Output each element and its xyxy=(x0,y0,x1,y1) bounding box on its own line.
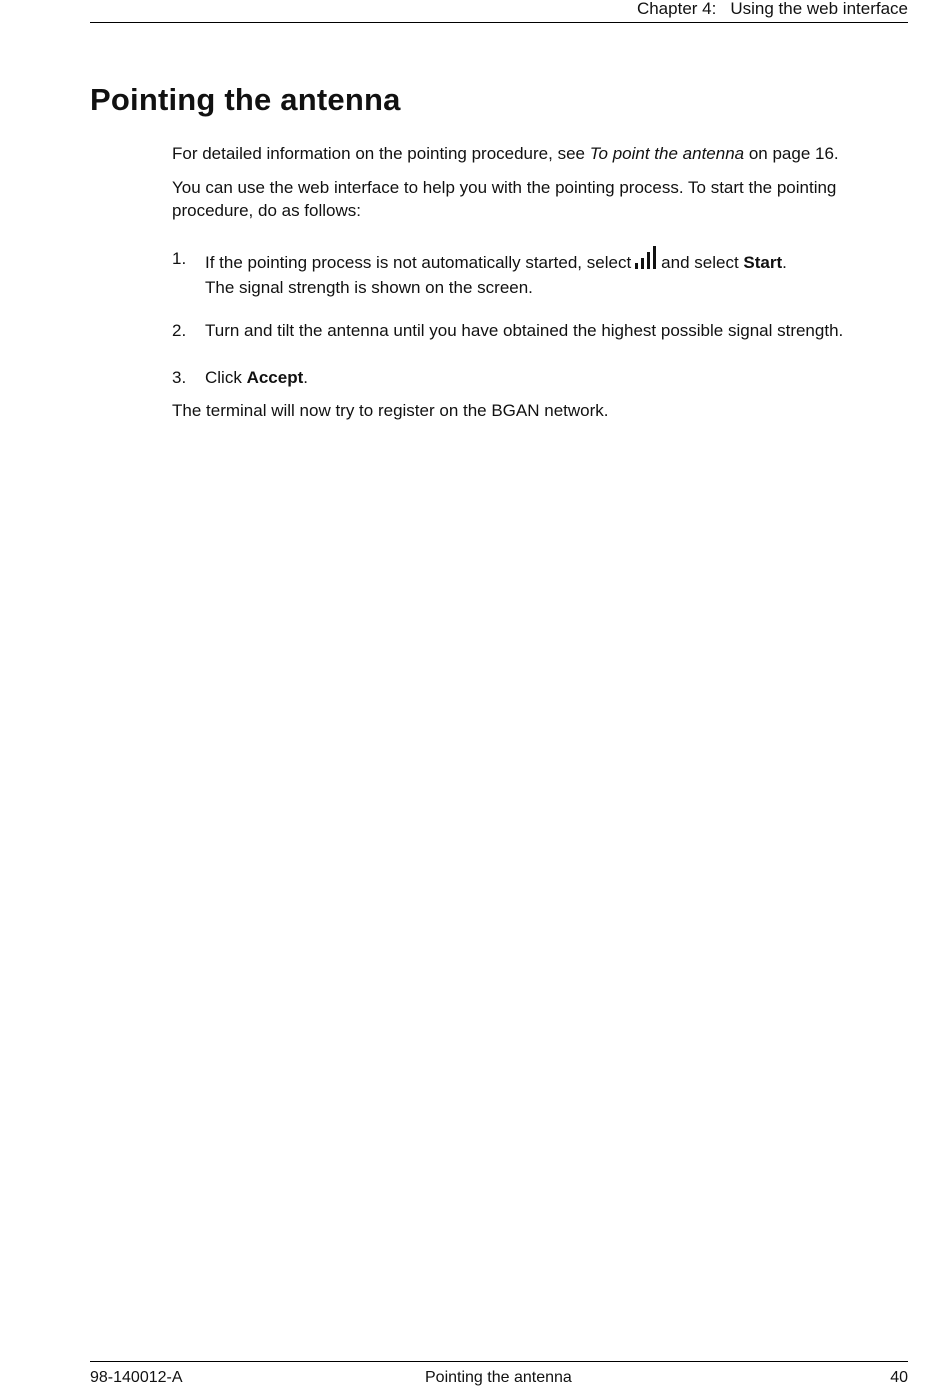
step-number: 3. xyxy=(172,368,187,387)
page-footer xyxy=(90,1361,908,1392)
page-header xyxy=(90,0,908,23)
intro-paragraph-procedure: You can use the web interface to help you with the pointing process. To start the pointing procedure, do as follows: xyxy=(172,178,837,220)
chapter-number: Chapter 4: xyxy=(636,0,717,18)
step-instruction xyxy=(205,246,895,275)
running-head xyxy=(637,0,908,19)
instruction-text: and select xyxy=(661,253,744,272)
step-result: The signal strength is shown on the screen. xyxy=(205,278,533,297)
document-number: 98-140012-A xyxy=(90,1369,183,1386)
step-number: 2. xyxy=(172,321,187,340)
page-number: 40 xyxy=(890,1369,908,1386)
footer-section-name: Pointing the antenna xyxy=(425,1369,572,1386)
punctuation: . xyxy=(303,368,308,387)
section-title: Pointing the antenna xyxy=(90,82,401,117)
chapter-title: Using the web interface xyxy=(730,0,908,18)
intro-text: For detailed information on the pointing procedure, see xyxy=(172,144,590,163)
cross-reference: To point the antenna xyxy=(589,144,745,163)
page-reference: on page 16. xyxy=(744,144,839,163)
ui-label-accept: Accept xyxy=(246,368,304,387)
punctuation: . xyxy=(782,253,787,272)
intro-paragraph-reference xyxy=(172,142,884,165)
step-instruction: Turn and tilt the antenna until you have obtained the highest possible signal strength. xyxy=(205,321,844,340)
signal-strength-icon xyxy=(634,246,658,270)
step-content xyxy=(205,246,895,300)
ui-label-start: Start xyxy=(743,253,783,272)
step-instruction xyxy=(205,365,895,390)
outro-paragraph: The terminal will now try to register on the BGAN network. xyxy=(172,401,609,420)
instruction-text: If the pointing process is not automatically started, select xyxy=(205,253,632,272)
instruction-text: Click xyxy=(205,368,247,387)
step-number: 1. xyxy=(172,249,187,268)
